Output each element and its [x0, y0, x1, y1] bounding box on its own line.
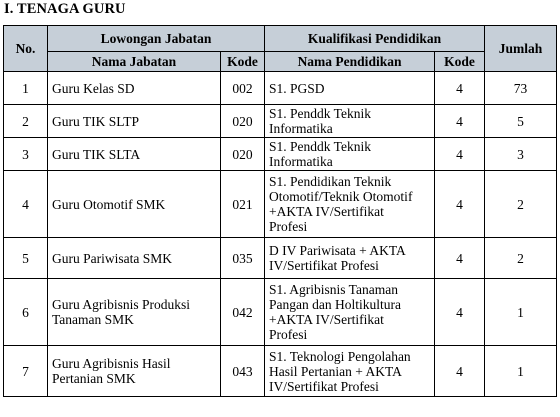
cell-kode-pendidikan: 4	[435, 346, 485, 397]
line: +AKTA IV/Sertifikat	[269, 204, 384, 219]
header-nama-jabatan: Nama Jabatan	[48, 52, 221, 72]
line: Otomotif/Teknik Otomotif	[269, 189, 413, 204]
cell-jumlah: 73	[485, 72, 557, 105]
cell-kode-pendidikan: 4	[435, 279, 485, 346]
cell-nama-jabatan	[48, 346, 221, 397]
line: S1. PGSD	[269, 80, 325, 96]
line: D IV Pariwisata + AKTA	[269, 243, 406, 258]
header-nama-pendidikan: Nama Pendidikan	[265, 52, 435, 72]
cell-nama-pendidikan	[265, 346, 435, 397]
cell-kode-pendidikan: 4	[435, 72, 485, 105]
cell-jumlah: 2	[485, 238, 557, 279]
cell-no: 3	[4, 138, 48, 171]
table-row	[4, 279, 557, 346]
cell-nama-jabatan	[48, 72, 221, 105]
line: Guru Pariwisata SMK	[52, 250, 172, 266]
header-no: No.	[4, 26, 48, 72]
line: Guru Kelas SD	[52, 80, 135, 96]
line: S1. Penddk Teknik	[269, 139, 371, 154]
line: Guru TIK SLTA	[52, 146, 141, 162]
line: IV/Sertifikat Profesi	[269, 378, 379, 394]
table-body	[4, 72, 557, 397]
cell-kode-jabatan: 043	[221, 346, 265, 397]
cell-nama-pendidikan	[265, 238, 435, 279]
cell-nama-pendidikan	[265, 279, 435, 346]
header-kode-jabatan: Kode	[221, 52, 265, 72]
header-jumlah: Jumlah	[485, 26, 557, 72]
cell-kode-jabatan: 042	[221, 279, 265, 346]
line: S1. Pendidikan Teknik	[269, 174, 392, 189]
cell-kode-jabatan: 035	[221, 238, 265, 279]
cell-jumlah: 1	[485, 346, 557, 397]
table-row	[4, 138, 557, 171]
table-row	[4, 105, 557, 138]
cell-kode-pendidikan: 4	[435, 238, 485, 279]
section-title: I. TENAGA GURU	[4, 1, 126, 17]
table-row	[4, 238, 557, 279]
line: Informatika	[269, 121, 333, 136]
line: Pangan dan Holtikultura	[269, 297, 401, 312]
cell-jumlah: 2	[485, 171, 557, 238]
line: Guru Agribisnis Hasil	[52, 356, 171, 371]
line: Hasil Pertanian + AKTA	[269, 363, 402, 379]
cell-no: 2	[4, 105, 48, 138]
line: Guru TIK SLTP	[52, 113, 140, 129]
table-row	[4, 171, 557, 238]
cell-nama-pendidikan	[265, 72, 435, 105]
cell-kode-jabatan: 020	[221, 105, 265, 138]
header-kode-pendidikan: Kode	[435, 52, 485, 72]
line: S1. Agribisnis Tanaman	[269, 282, 398, 297]
cell-jumlah: 1	[485, 279, 557, 346]
line: S1. Teknologi Pengolahan	[269, 348, 411, 364]
table-row	[4, 346, 557, 397]
line: +AKTA IV/Sertifikat	[269, 312, 384, 327]
header-lowongan-jabatan: Lowongan Jabatan	[48, 26, 265, 52]
cell-no: 5	[4, 238, 48, 279]
line: Profesi	[269, 219, 308, 234]
cell-kode-jabatan: 020	[221, 138, 265, 171]
cell-nama-pendidikan	[265, 171, 435, 238]
line: S1. Penddk Teknik	[269, 106, 371, 121]
cell-nama-jabatan	[48, 279, 221, 346]
cell-nama-jabatan	[48, 238, 221, 279]
header-kualifikasi-pendidikan: Kualifikasi Pendidikan	[265, 26, 485, 52]
line: Profesi	[269, 327, 308, 342]
line: Pertanian SMK	[52, 371, 136, 386]
cell-nama-jabatan	[48, 138, 221, 171]
cell-no: 6	[4, 279, 48, 346]
cell-kode-pendidikan: 4	[435, 138, 485, 171]
cell-no: 4	[4, 171, 48, 238]
cell-nama-pendidikan	[265, 138, 435, 171]
cell-no: 7	[4, 346, 48, 397]
line: Guru Agribisnis Produksi	[52, 297, 191, 312]
cell-kode-jabatan: 021	[221, 171, 265, 238]
cell-nama-pendidikan	[265, 105, 435, 138]
cell-kode-pendidikan: 4	[435, 105, 485, 138]
line: Informatika	[269, 154, 333, 169]
line: IV/Sertifikat Profesi	[269, 258, 379, 273]
cell-nama-jabatan	[48, 171, 221, 238]
vacancy-table	[3, 25, 557, 397]
cell-kode-pendidikan: 4	[435, 171, 485, 238]
cell-nama-jabatan	[48, 105, 221, 138]
line: Tanaman SMK	[52, 312, 134, 327]
line: Guru Otomotif SMK	[52, 196, 166, 212]
cell-kode-jabatan: 002	[221, 72, 265, 105]
cell-no: 1	[4, 72, 48, 105]
cell-jumlah: 5	[485, 105, 557, 138]
cell-jumlah: 3	[485, 138, 557, 171]
table-row	[4, 72, 557, 105]
